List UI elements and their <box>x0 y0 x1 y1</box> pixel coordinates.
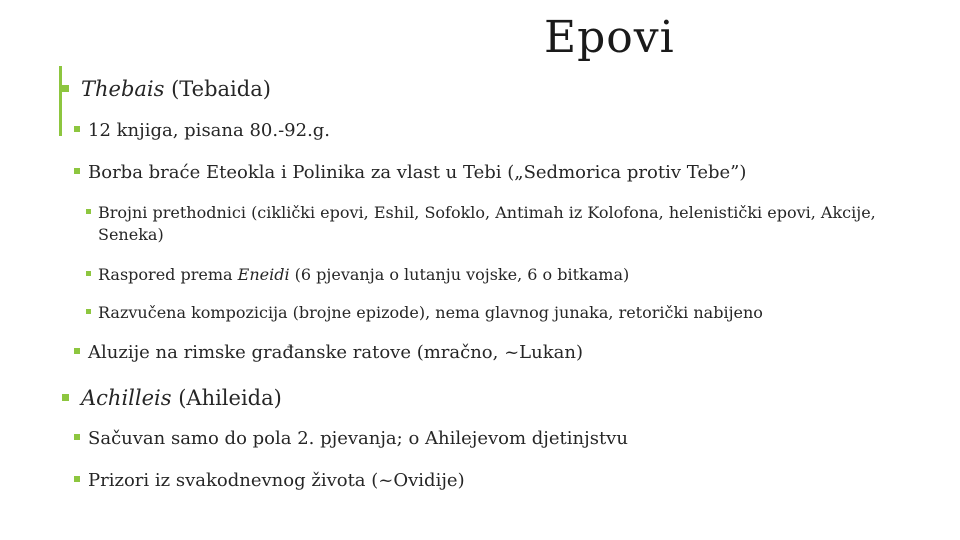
bullet-marker-icon <box>74 126 80 132</box>
bullet-marker-icon <box>74 476 80 482</box>
bullet-thebais-composition <box>86 302 763 324</box>
bullet-thebais <box>62 76 271 102</box>
achilleis-title-rest: (Ahileida) <box>171 386 282 410</box>
bullet-marker-icon <box>74 168 80 174</box>
thebais-title-italic: Thebais <box>81 77 165 101</box>
bullet-text-italic: Eneidi <box>237 265 290 284</box>
bullet-text: Borba braće Eteokla i Polinika za vlast u Tebi („Sedmorica protiv Tebe”) <box>88 162 747 183</box>
bullet-thebais-arrangement <box>86 264 629 286</box>
bullet-thebais-struggle <box>74 162 746 184</box>
bullet-thebais-allusions <box>74 342 583 364</box>
bullet-text-post: (6 pjevanja o lutanju vojske, 6 o bitkama) <box>289 265 630 284</box>
bullet-text: Brojni prethodnici (ciklički epovi, Eshil, Sofoklo, Antimah iz Kolofona, helenistički epovi, Akcije, Seneka) <box>98 203 876 244</box>
bullet-text: Prizori iz svakodnevnog života (~Ovidije) <box>88 470 465 491</box>
thebais-title-rest: (Tebaida) <box>164 77 271 101</box>
bullet-text: Sačuvan samo do pola 2. pjevanja; o Ahilejevom djetinjstvu <box>88 428 628 449</box>
bullet-text: Razvučena kompozicija (brojne epizode), nema glavnog junaka, retorički nabijeno <box>98 303 763 322</box>
bullet-achilleis-preserved <box>74 428 628 450</box>
bullet-marker-icon <box>74 348 80 354</box>
bullet-achilleis-scenes <box>74 470 465 492</box>
bullet-marker-icon <box>74 434 80 440</box>
bullet-text: 12 knjiga, pisana 80.-92.g. <box>88 120 331 141</box>
bullet-marker-icon <box>86 209 91 214</box>
bullet-marker-icon <box>62 85 69 92</box>
bullet-marker-icon <box>86 271 91 276</box>
bullet-marker-icon <box>62 394 69 401</box>
slide-title: Epovi <box>544 12 675 63</box>
bullet-text: Aluzije na rimske građanske ratove (mračno, ~Lukan) <box>88 342 583 363</box>
bullet-marker-icon <box>86 309 91 314</box>
bullet-text-pre: Raspored prema <box>98 265 238 284</box>
bullet-thebais-composed <box>74 120 330 142</box>
bullet-achilleis <box>62 385 282 411</box>
achilleis-title-italic: Achilleis <box>81 386 172 410</box>
bullet-thebais-predecessors <box>86 202 928 246</box>
